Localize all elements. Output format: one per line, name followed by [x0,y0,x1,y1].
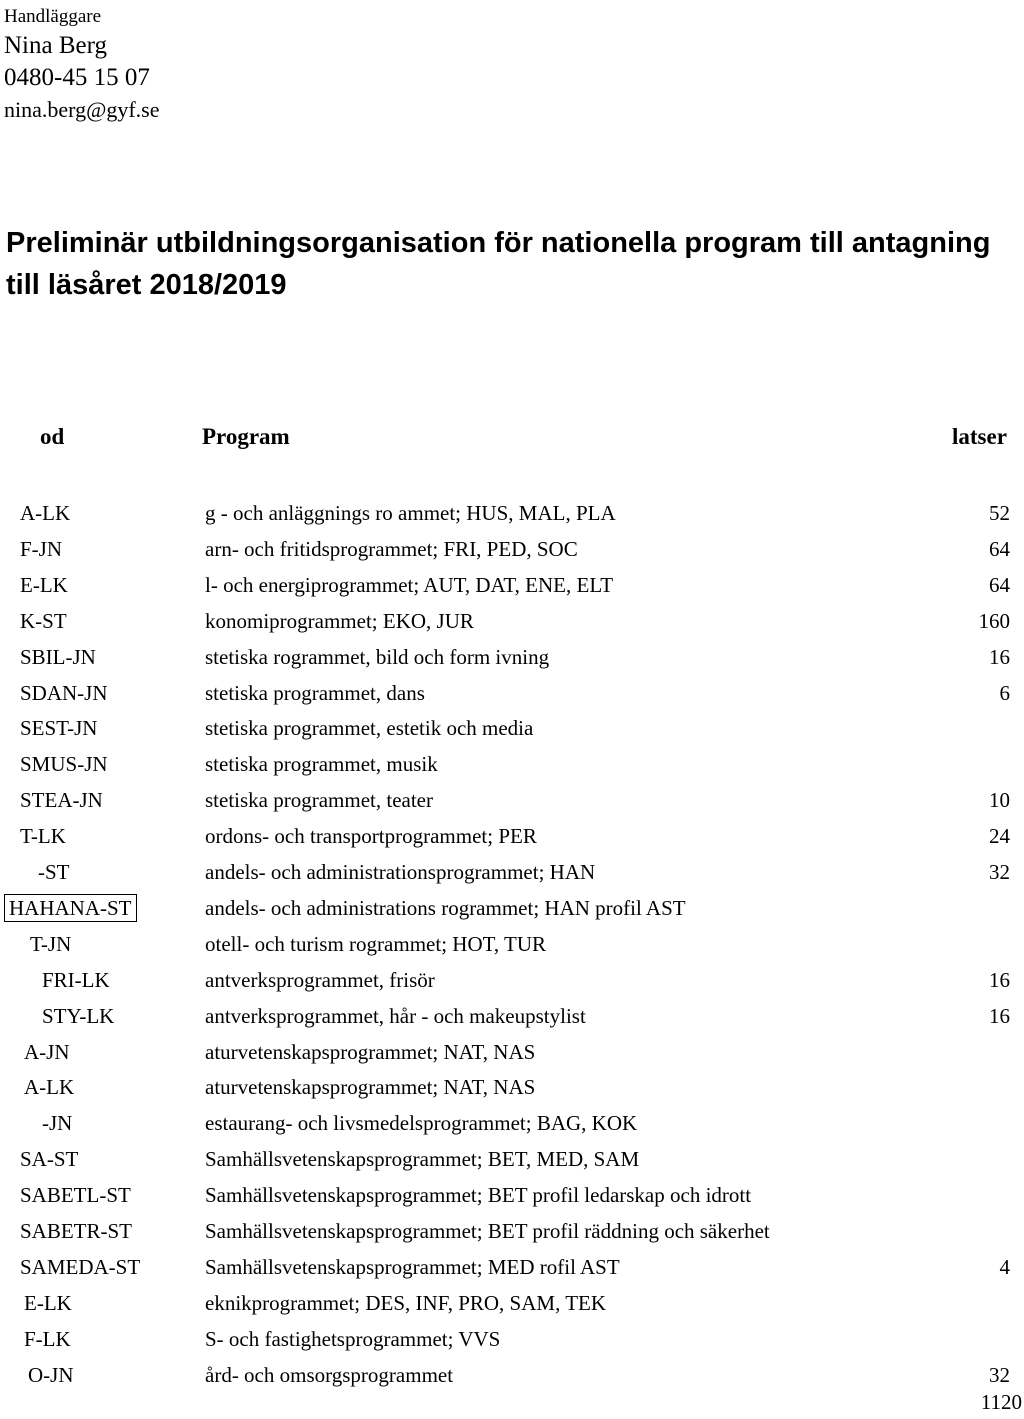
table-row [0,1106,1024,1140]
program-name: antverksprogrammet, hår - och makeupstylist [205,1003,586,1028]
program-name: ordons- och transportprogrammet; PER [205,824,537,849]
table-row [0,676,1024,710]
program-name: estaurang- och livsmedelsprogrammet; BAG, KOK [205,1111,638,1136]
table-row [0,819,1024,853]
program-name: otell- och turism rogrammet; HOT, TUR [205,931,546,956]
program-name: g - och anläggnings ro ammet; HUS, MAL, PLA [205,501,616,525]
column-header-program: Program [202,424,290,449]
table-row [0,568,1024,602]
program-code: SABETL-ST [20,1183,131,1208]
contact-block [4,4,159,126]
table-row [0,1250,1024,1284]
page-title: Preliminär utbildningsorganisation för nationella program till antagning till läsåret 2018/2019 [6,227,991,301]
table-row [0,1035,1024,1069]
program-code: SDAN-JN [20,680,108,705]
program-seats: 16 [989,1003,1010,1028]
table-row [0,532,1024,566]
program-seats: 64 [989,572,1010,597]
program-name: stetiska programmet, teater [205,788,433,813]
table-row [0,891,1024,925]
program-name: stetiska programmet, estetik och media [205,716,534,741]
table-row [0,496,1024,530]
table-row [0,747,1024,781]
table-row [0,1178,1024,1212]
column-header-seats: latser [952,424,1007,449]
table-row [0,1358,1024,1392]
program-seats: 32 [989,860,1010,884]
table-row [0,711,1024,745]
program-name: aturvetenskapsprogrammet; NAT, NAS [205,1075,536,1100]
contact-name: Nina Berg [4,32,107,59]
program-code: SA-ST [20,1147,79,1172]
program-name: eknikprogrammet; DES, INF, PRO, SAM, TEK [205,1290,607,1315]
program-name: Samhällsvetenskapsprogrammet; BET profil ledarskap och idrott [205,1183,752,1208]
program-name: Samhällsvetenskapsprogrammet; MED rofil AST [205,1254,620,1279]
table-row [0,1322,1024,1356]
program-code: SAMEDA-ST [20,1254,141,1279]
column-header-code: od [40,424,65,449]
program-seats: 4 [999,1254,1010,1279]
program-name: andels- och administrations rogrammet; HAN profil AST [205,895,686,920]
program-name: stetiska rogrammet, bild och form ivning [205,644,550,669]
program-code: -ST [38,860,70,884]
table-row [0,1142,1024,1176]
program-name: konomiprogrammet; EKO, JUR [205,608,474,633]
program-name: andels- och administrationsprogrammet; HAN [205,860,596,884]
program-code: HAHANA-ST [4,894,137,922]
program-code: F-JN [20,536,63,561]
table-row [0,640,1024,674]
program-code: E-LK [24,1290,72,1315]
contact-phone: 0480-45 15 07 [4,64,150,91]
contact-role: Handläggare [4,6,102,27]
program-code: K-ST [20,608,67,633]
program-seats: 10 [989,788,1010,813]
program-name: Samhällsvetenskapsprogrammet; BET, MED, SAM [205,1147,640,1172]
program-code: O-JN [28,1362,74,1387]
program-seats: 6 [999,680,1010,705]
program-name: S- och fastighetsprogrammet; VVS [205,1326,501,1351]
table-row [0,999,1024,1033]
table-row [0,927,1024,961]
program-code: STEA-JN [20,788,103,813]
program-code: T-JN [30,931,72,956]
program-code: E-LK [20,572,68,597]
table-row [0,1214,1024,1248]
program-code: -JN [42,1111,73,1136]
program-code: STY-LK [42,1003,115,1028]
program-seats: 160 [978,608,1010,633]
program-seats: 16 [989,644,1010,669]
program-code: T-LK [20,824,66,849]
program-seats: 52 [989,501,1010,525]
program-seats: 24 [989,824,1010,849]
program-code: FRI-LK [42,967,110,992]
program-name: stetiska programmet, dans [205,680,425,705]
program-code: SMUS-JN [20,752,108,777]
table-row [0,783,1024,817]
program-seats: 32 [989,1362,1010,1387]
table-row [0,855,1024,889]
program-code: A-JN [24,1039,70,1064]
table-row [0,604,1024,638]
table-row [0,1070,1024,1104]
program-name: stetiska programmet, musik [205,752,438,777]
program-seats: 64 [989,536,1010,561]
contact-email: nina.berg@gyf.se [4,97,160,122]
program-code: F-LK [24,1326,71,1351]
program-code: A-LK [20,501,71,525]
program-code: SABETR-ST [20,1219,133,1243]
program-name: l- och energiprogrammet; AUT, DAT, ENE, ELT [205,572,614,597]
program-name: ård- och omsorgsprogrammet [205,1362,454,1387]
program-code: SBIL-JN [20,644,96,669]
program-seats: 16 [989,967,1010,992]
table-row [0,963,1024,997]
program-name: Samhällsvetenskapsprogrammet; BET profil räddning och säkerhet [205,1219,770,1243]
program-code: SEST-JN [20,716,98,741]
program-code: A-LK [24,1075,75,1100]
seats-total: 1120 [980,1390,1022,1414]
program-name: arn- och fritidsprogrammet; FRI, PED, SOC [205,536,578,561]
program-name: antverksprogrammet, frisör [205,967,435,992]
table-row [0,1286,1024,1320]
program-name: aturvetenskapsprogrammet; NAT, NAS [205,1039,536,1064]
